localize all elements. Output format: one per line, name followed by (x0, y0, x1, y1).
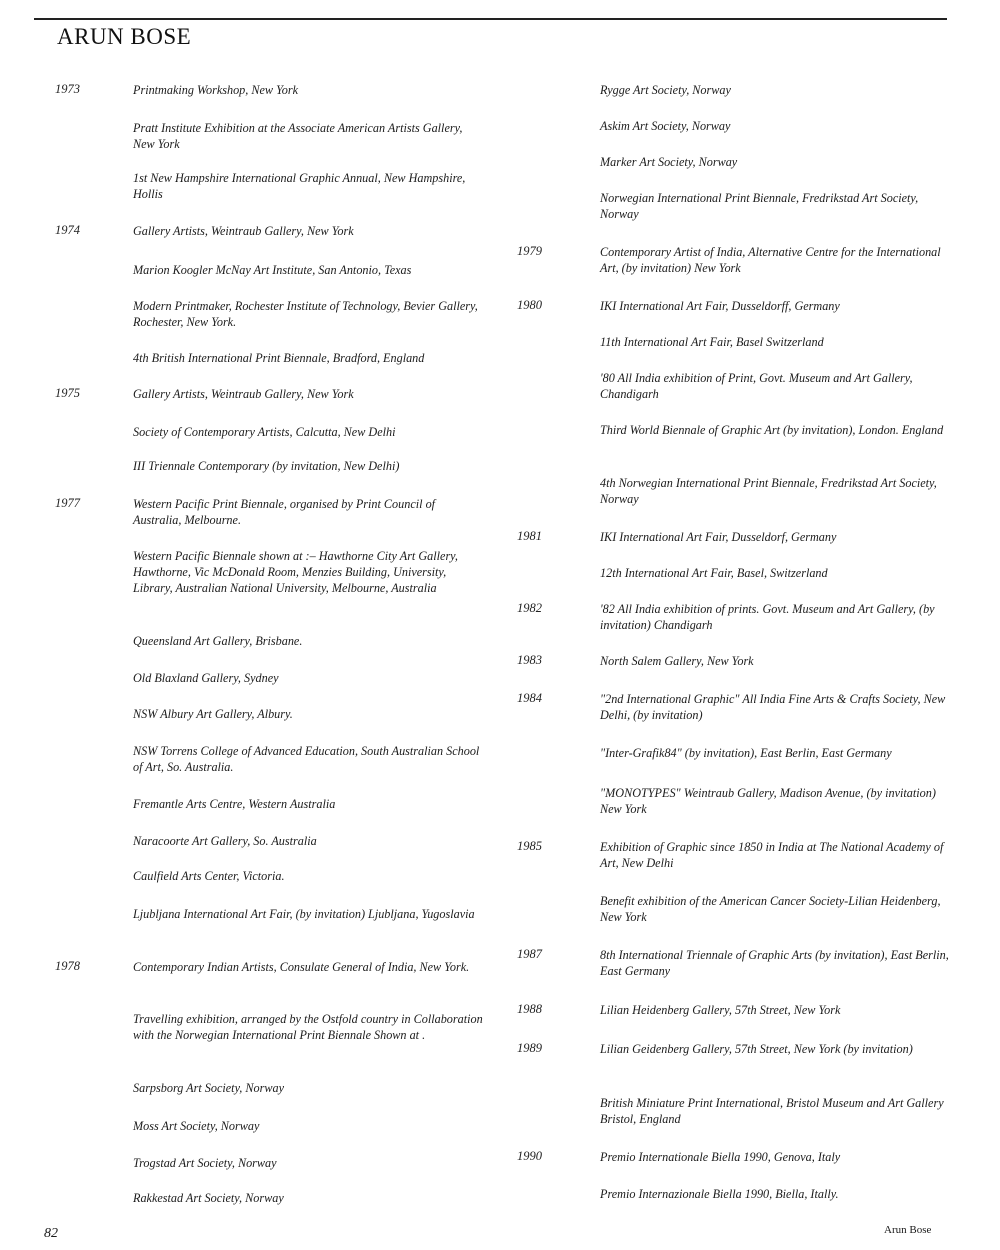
entry-text: NSW Albury Art Gallery, Albury. (133, 707, 293, 721)
entry-text: 1st New Hampshire International Graphic Annual, New Hampshire, Hollis (133, 171, 466, 201)
entry-text: Norwegian International Print Biennale, Fredrikstad Art Society, Norway (600, 191, 919, 221)
entry-text: Moss Art Society, Norway (133, 1119, 260, 1133)
entry-text: "MONOTYPES" Weintraub Gallery, Madison Avenue, (by invitation) New York (600, 786, 936, 816)
entry-text: 8th International Triennale of Graphic Arts (by invitation), East Berlin, East Germany (600, 948, 949, 978)
entry-year: 1974 (55, 223, 80, 237)
entry-text: Old Blaxland Gallery, Sydney (133, 671, 279, 685)
entry-text: Trogstad Art Society, Norway (133, 1156, 277, 1170)
entry-text: NSW Torrens College of Advanced Education, South Australian School of Art, So. Australia. (133, 744, 480, 774)
entry-text: Sarpsborg Art Society, Norway (133, 1081, 284, 1095)
entry-text: Premio Internazionale Biella 1990, Biella, Itally. (600, 1187, 839, 1201)
entry-text: Naracoorte Art Gallery, So. Australia (133, 834, 317, 848)
entry-text: Travelling exhibition, arranged by the Ostfold country in Collaboration with the Norwegian International Print Biennale Shown at . (133, 1012, 483, 1042)
page-number: 82 (44, 1226, 58, 1241)
entry-year: 1980 (517, 298, 542, 312)
entry-year: 1984 (517, 691, 542, 705)
entry-text: Modern Printmaker, Rochester Institute of Technology, Bevier Gallery, Rochester, New York. (133, 299, 478, 329)
entry-text: III Triennale Contemporary (by invitation, New Delhi) (133, 459, 400, 473)
entry-text: Lilian Heidenberg Gallery, 57th Street, New York (600, 1003, 841, 1017)
entry-text: Society of Contemporary Artists, Calcutta, New Delhi (133, 425, 396, 439)
entry-text: '82 All India exhibition of prints. Govt. Museum and Art Gallery, (by invitation) Chandigarh (600, 602, 935, 632)
entry-text: Ljubljana International Art Fair, (by invitation) Ljubljana, Yugoslavia (133, 907, 475, 921)
entry-text: Contemporary Artist of India, Alternative Centre for the International Art, (by invitation) New York (600, 245, 941, 275)
entry-text: Exhibition of Graphic since 1850 in India at The National Academy of Art, New Delhi (600, 840, 944, 870)
entry-text: Premio Internationale Biella 1990, Genova, Italy (600, 1150, 841, 1164)
entry-year: 1989 (517, 1041, 542, 1055)
entry-year: 1977 (55, 496, 80, 510)
entry-text: British Miniature Print International, Bristol Museum and Art Gallery Bristol, England (600, 1096, 944, 1126)
entry-text: 11th International Art Fair, Basel Switzerland (600, 335, 824, 349)
entry-text: 12th International Art Fair, Basel, Switzerland (600, 566, 828, 580)
entry-text: Caulfield Arts Center, Victoria. (133, 869, 285, 883)
entry-text: Marion Koogler McNay Art Institute, San Antonio, Texas (133, 263, 412, 277)
entry-year: 1990 (517, 1149, 542, 1163)
entry-text: 4th Norwegian International Print Biennale, Fredrikstad Art Society, Norway (600, 476, 937, 506)
entry-text: Marker Art Society, Norway (600, 155, 738, 169)
entry-text: Lilian Geidenberg Gallery, 57th Street, New York (by invitation) (600, 1042, 913, 1056)
entry-year: 1975 (55, 386, 80, 400)
entry-text: Gallery Artists, Weintraub Gallery, New York (133, 224, 354, 238)
header-rule (34, 18, 947, 20)
entry-text: Western Pacific Print Biennale, organised by Print Council of Australia, Melbourne. (133, 497, 436, 527)
entry-text: "2nd International Graphic" All India Fine Arts & Crafts Society, New Delhi, (by invitation) (600, 692, 946, 722)
entry-year: 1979 (517, 244, 542, 258)
entry-text: Gallery Artists, Weintraub Gallery, New York (133, 387, 354, 401)
entry-text: Queensland Art Gallery, Brisbane. (133, 634, 303, 648)
entry-text: Rakkestad Art Society, Norway (133, 1191, 284, 1205)
entry-text: Askim Art Society, Norway (600, 119, 731, 133)
entry-text: Printmaking Workshop, New York (133, 83, 298, 97)
entry-text: "Inter-Grafik84" (by invitation), East Berlin, East Germany (600, 746, 892, 760)
entry-text: Pratt Institute Exhibition at the Associate American Artists Gallery, New York (133, 121, 463, 151)
entry-text: Third World Biennale of Graphic Art (by invitation), London. England (600, 423, 944, 437)
entry-year: 1973 (55, 82, 80, 96)
entry-text: Western Pacific Biennale shown at :– Hawthorne City Art Gallery, Hawthorne, Vic McDonald Room, Menzies Building, University, Library, Australian National University, Melbourne, Australia (133, 549, 458, 595)
entry-year: 1982 (517, 601, 542, 615)
entry-text: Fremantle Arts Centre, Western Australia (133, 797, 336, 811)
entry-year: 1987 (517, 947, 542, 961)
entry-year: 1988 (517, 1002, 542, 1016)
entry-text: Contemporary Indian Artists, Consulate General of India, New York. (133, 960, 470, 974)
entry-text: North Salem Gallery, New York (600, 654, 754, 668)
running-footer: Arun Bose (884, 1224, 932, 1236)
page-title: ARUN BOSE (57, 24, 192, 49)
entry-year: 1981 (517, 529, 542, 543)
entry-text: IKI International Art Fair, Dusseldorff, Germany (600, 299, 840, 313)
entry-text: Benefit exhibition of the American Cancer Society-Lilian Heidenberg, New York (600, 894, 941, 924)
entry-year: 1978 (55, 959, 80, 973)
entry-year: 1983 (517, 653, 542, 667)
entry-year: 1985 (517, 839, 542, 853)
entry-text: IKI International Art Fair, Dusseldorf, Germany (600, 530, 837, 544)
entry-text: 4th British International Print Biennale, Bradford, England (133, 351, 425, 365)
entry-text: '80 All India exhibition of Print, Govt. Museum and Art Gallery, Chandigarh (600, 371, 913, 401)
entry-text: Rygge Art Society, Norway (600, 83, 731, 97)
